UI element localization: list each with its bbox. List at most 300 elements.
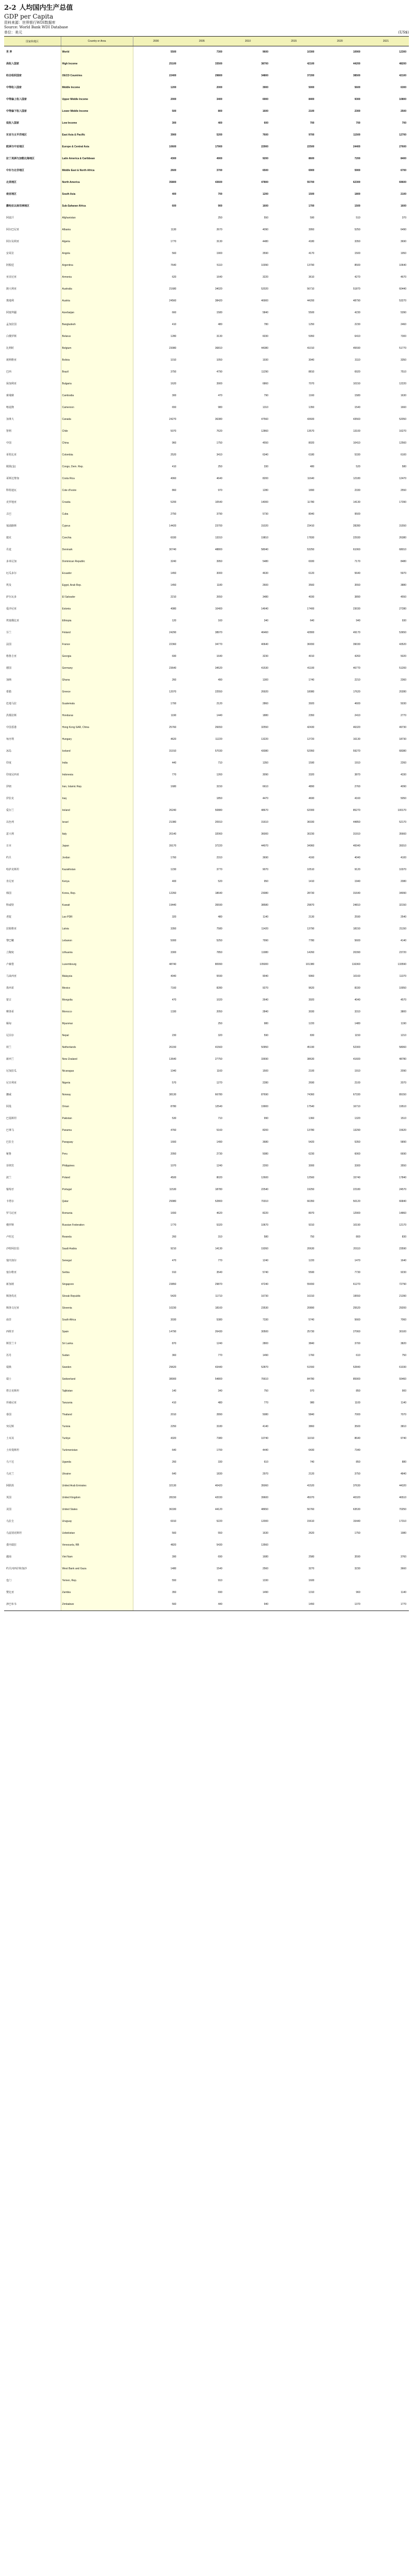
gdp-value: 6910 [133, 1516, 179, 1528]
gdp-value [133, 793, 179, 805]
gdp-value: 3590 [317, 1551, 363, 1563]
gdp-value: 1640 [179, 651, 225, 663]
country-name-zh: 乌克兰 [4, 1468, 61, 1480]
table-row [4, 627, 409, 639]
gdp-value: 2000 [133, 94, 179, 106]
table-row [4, 888, 409, 900]
gdp-value: 8500 [317, 260, 363, 272]
gdp-value: 23410 [271, 520, 317, 532]
gdp-value: 1250 [271, 319, 317, 331]
gdp-value: 26650 [179, 722, 225, 734]
country-name-en: Congo, Dem. Rep. [61, 461, 133, 473]
country-name-zh: 高收入国家 [4, 58, 61, 70]
country-name-en: Ghana [61, 674, 133, 686]
country-name-zh: 萨尔瓦多 [4, 591, 61, 603]
table-row [4, 177, 409, 189]
gdp-value: 8600 [271, 153, 317, 165]
table-row [4, 757, 409, 769]
gdp-value: 85900 [317, 1374, 363, 1385]
gdp-value: 6100 [363, 449, 409, 461]
gdp-value: 31020 [225, 520, 271, 532]
gdp-value: 12720 [271, 734, 317, 745]
gdp-value: 70250 [363, 1504, 409, 1516]
country-name-zh: 经合组织国家 [4, 70, 61, 82]
table-row [4, 1172, 409, 1184]
country-name-zh: 老挝 [4, 911, 61, 923]
gdp-value: 32130 [133, 1480, 179, 1492]
country-name-zh: 坦桑尼亚 [4, 1397, 61, 1409]
gdp-value [271, 1539, 317, 1551]
country-name-zh: 西班牙 [4, 1326, 61, 1338]
country-name-en: East Asia & Pacific [61, 129, 133, 141]
country-name-en: Ecuador [61, 568, 133, 580]
gdp-value: 260 [133, 1231, 179, 1243]
gdp-value: 2050 [179, 1006, 225, 1018]
table-row [4, 58, 409, 70]
country-name-zh: 冰岛 [4, 745, 61, 757]
gdp-value: 7200 [317, 153, 363, 165]
gdp-value: 3900 [179, 378, 225, 390]
country-name-en: Nepal [61, 1030, 133, 1042]
country-name-en: Lithuania [61, 947, 133, 959]
table-row [4, 1409, 409, 1421]
country-name-zh: 世 界 [4, 46, 61, 59]
gdp-value: 63530 [317, 1504, 363, 1516]
table-row [4, 1279, 409, 1291]
gdp-value: 1480 [133, 1563, 179, 1575]
country-name-en: Sub-Saharan Africa [61, 200, 133, 212]
gdp-value: 5000 [133, 935, 179, 947]
country-name-zh: 波兰 [4, 1172, 61, 1184]
gdp-value: 36330 [133, 1504, 179, 1516]
gdp-value: 24560 [133, 295, 179, 307]
gdp-value: 3090 [225, 769, 271, 781]
gdp-value: 3410 [179, 449, 225, 461]
gdp-value: 3220 [225, 272, 271, 283]
gdp-value: 1480 [317, 1018, 363, 1030]
gdp-value: 350 [133, 1587, 179, 1599]
gdp-value: 37630 [317, 1480, 363, 1492]
table-row [4, 769, 409, 781]
gdp-value: 35060 [225, 1480, 271, 1492]
country-name-en: Kenya [61, 876, 133, 888]
gdp-value: 21150 [363, 923, 409, 935]
gdp-value: 5070 [133, 426, 179, 437]
gdp-value: 1980 [363, 1528, 409, 1539]
gdp-value: 1770 [363, 1599, 409, 1611]
gdp-value: 4500 [133, 1172, 179, 1184]
country-name-en: Peru [61, 1148, 133, 1160]
gdp-value: 1200 [133, 82, 179, 94]
gdp-value: 250 [179, 212, 225, 224]
gdp-value: 1350 [225, 757, 271, 769]
gdp-value: 1600 [363, 200, 409, 212]
gdp-value: 5350 [317, 1137, 363, 1148]
gdp-value: 21680 [133, 283, 179, 295]
gdp-value: 66840 [363, 1196, 409, 1208]
country-name-zh: 约旦河西岸和加沙 [4, 1563, 61, 1575]
gdp-value: 550 [225, 212, 271, 224]
table-row [4, 591, 409, 603]
gdp-value: 480 [179, 1397, 225, 1409]
table-number: 2-2 [4, 4, 16, 12]
gdp-value: 36380 [179, 414, 225, 426]
gdp-value: 23700 [179, 520, 225, 532]
gdp-value: 1500 [225, 1065, 271, 1077]
gdp-value: 55700 [271, 177, 317, 189]
gdp-value: 5950 [271, 331, 317, 343]
gdp-value: 4040 [133, 971, 179, 982]
gdp-value: 42430 [271, 722, 317, 734]
gdp-value: 1770 [133, 1219, 179, 1231]
table-row [4, 1421, 409, 1433]
gdp-value: 27600 [363, 141, 409, 153]
country-name-zh: 斯洛伐克 [4, 1291, 61, 1302]
gdp-value: 56710 [271, 283, 317, 295]
country-name-zh: 中国 [4, 437, 61, 449]
country-name-zh: 荷兰 [4, 1042, 61, 1054]
country-name-zh: 撒哈拉以南非洲地区 [4, 200, 61, 212]
gdp-value: 8480 [363, 556, 409, 568]
gdp-value: 49170 [317, 627, 363, 639]
country-name-en: South Africa [61, 1314, 133, 1326]
country-name-zh: 韩国 [4, 888, 61, 900]
gdp-value: 53250 [271, 544, 317, 556]
gdp-value: 870 [133, 1338, 179, 1350]
gdp-value: 4100 [363, 852, 409, 864]
gdp-value: 2330 [317, 485, 363, 497]
gdp-value: 48780 [363, 1054, 409, 1065]
gdp-value: 8330 [317, 982, 363, 994]
gdp-value: 5000 [271, 82, 317, 94]
gdp-value: 4040 [317, 852, 363, 864]
gdp-value: 2350 [271, 710, 317, 722]
gdp-value: 13640 [133, 1054, 179, 1065]
gdp-value: 960 [133, 437, 179, 449]
gdp-value: 7160 [133, 982, 179, 994]
table-row [4, 1208, 409, 1219]
gdp-value: 5020 [363, 651, 409, 663]
gdp-value [317, 1575, 363, 1587]
gdp-value: 49730 [363, 722, 409, 734]
gdp-value: 4760 [133, 1125, 179, 1137]
gdp-value: 28280 [317, 520, 363, 532]
gdp-value: 10670 [225, 1219, 271, 1231]
gdp-value: 700 [363, 117, 409, 129]
gdp-value: 490 [179, 674, 225, 686]
country-name-en: Latvia [61, 923, 133, 935]
gdp-value: 16270 [363, 426, 409, 437]
gdp-value: 17400 [271, 603, 317, 615]
gdp-value: 1750 [317, 1528, 363, 1539]
gdp-value: 1590 [271, 757, 317, 769]
country-name-zh: 尼日利亚 [4, 1077, 61, 1089]
gdp-value: 750 [225, 1385, 271, 1397]
gdp-value: 400 [133, 876, 179, 888]
gdp-value: 1510 [363, 1113, 409, 1125]
country-name-en: Zambia [61, 1587, 133, 1599]
country-name-en: Slovak Republic [61, 1291, 133, 1302]
country-name-en: Canada [61, 414, 133, 426]
gdp-value: 25730 [271, 1326, 317, 1338]
gdp-value: 1490 [225, 1350, 271, 1362]
gdp-value: 23720 [363, 947, 409, 959]
country-name-en: Denmark [61, 544, 133, 556]
gdp-value: 61060 [317, 544, 363, 556]
gdp-value: 7340 [317, 1445, 363, 1456]
gdp-value: 59270 [317, 745, 363, 757]
gdp-value: 12260 [133, 888, 179, 900]
country-name-zh: 科特迪瓦 [4, 485, 61, 497]
gdp-value: 1580 [317, 390, 363, 402]
country-name-zh: 罗马尼亚 [4, 1208, 61, 1219]
gdp-value: 300 [133, 390, 179, 402]
gdp-value: 1270 [179, 1077, 225, 1089]
country-name-en: Hungary [61, 734, 133, 745]
gdp-value: 1310 [271, 1587, 317, 1599]
country-name-zh: 意大利 [4, 828, 61, 840]
gdp-value: 31640 [317, 888, 363, 900]
gdp-value: 4090 [225, 224, 271, 236]
table-row [4, 1326, 409, 1338]
country-name-zh: 爱尔兰 [4, 805, 61, 817]
table-row [4, 473, 409, 485]
gdp-value: 2600 [225, 580, 271, 591]
country-name-en: Georgia [61, 651, 133, 663]
gdp-value: 12300 [363, 46, 409, 59]
table-row [4, 1113, 409, 1125]
gdp-value: 1220 [271, 1018, 317, 1030]
gdp-value: 48740 [133, 959, 179, 971]
gdp-value: 1540 [317, 402, 363, 414]
country-name-zh: 卡塔尔 [4, 1196, 61, 1208]
country-name-zh: 中东与北非地区 [4, 165, 61, 177]
gdp-value: 14000 [225, 497, 271, 509]
table-row [4, 449, 409, 461]
gdp-value: 2250 [133, 1421, 179, 1433]
gdp-value: 690 [179, 1587, 225, 1599]
table-row [4, 1089, 409, 1101]
unit-label: 单位：美元 [4, 30, 22, 35]
gdp-value: 13570 [271, 426, 317, 437]
country-name-en: Cambodia [61, 390, 133, 402]
country-name-en: Germany [61, 663, 133, 674]
gdp-value: 9960 [271, 971, 317, 982]
country-name-zh: 印度 [4, 757, 61, 769]
gdp-value: 17620 [317, 686, 363, 698]
gdp-value: 10160 [317, 971, 363, 982]
country-name-en: Tanzania [61, 1397, 133, 1409]
table-row [4, 1445, 409, 1456]
table-row [4, 414, 409, 426]
table-title [4, 4, 409, 12]
country-name-en: Romania [61, 1208, 133, 1219]
gdp-value: 4620 [133, 734, 179, 745]
gdp-value: 7850 [179, 947, 225, 959]
country-name-en: Egypt, Arab Rep. [61, 580, 133, 591]
gdp-value: 2600 [133, 165, 179, 177]
gdp-value: 980 [271, 1397, 317, 1409]
gdp-value: 2620 [271, 1528, 317, 1539]
gdp-value: 66780 [179, 1089, 225, 1101]
gdp-value: 2100 [363, 189, 409, 200]
gdp-value: 11780 [271, 497, 317, 509]
country-name-en: Russian Federation [61, 1219, 133, 1231]
gdp-value: 2760 [317, 781, 363, 793]
gdp-value: 12540 [179, 1101, 225, 1113]
gdp-value: 7620 [179, 426, 225, 437]
table-row [4, 212, 409, 224]
gdp-value: 3030 [133, 1314, 179, 1326]
country-name-en: Italy [61, 828, 133, 840]
gdp-value: 15440 [317, 1516, 363, 1528]
gdp-value: 87690 [225, 1089, 271, 1101]
table-row [4, 224, 409, 236]
gdp-value: 30500 [225, 1326, 271, 1338]
gdp-value: 3350 [317, 236, 363, 248]
country-name-zh: 法国 [4, 639, 61, 651]
table-row [4, 1539, 409, 1551]
gdp-value: 3300 [133, 947, 179, 959]
gdp-value: 330 [179, 1456, 225, 1468]
gdp-value: 28150 [133, 1492, 179, 1504]
country-name-en: Bangladesh [61, 319, 133, 331]
table-row [4, 200, 409, 212]
gdp-value: 6180 [271, 449, 317, 461]
country-name-en: Viet Nam [61, 1551, 133, 1563]
gdp-value: 940 [225, 1599, 271, 1611]
gdp-value: 1070 [133, 1160, 179, 1172]
gdp-value: 12560 [271, 1172, 317, 1184]
gdp-value: 440 [179, 1599, 225, 1611]
gdp-value: 6860 [225, 378, 271, 390]
gdp-value: 710 [179, 757, 225, 769]
gdp-value: 14260 [271, 947, 317, 959]
gdp-value: 2770 [363, 710, 409, 722]
gdp-value: 7780 [271, 935, 317, 947]
gdp-value: 1200 [225, 189, 271, 200]
gdp-value: 5840 [225, 307, 271, 319]
country-name-en: Brazil [61, 366, 133, 378]
gdp-value: 25100 [133, 58, 179, 70]
table-row [4, 971, 409, 982]
gdp-value: 3540 [179, 1267, 225, 1279]
gdp-value: 2690 [271, 1077, 317, 1089]
table-row [4, 959, 409, 971]
gdp-value: 2590 [317, 911, 363, 923]
gdp-value: 38500 [317, 70, 363, 82]
gdp-value: 24400 [317, 141, 363, 153]
gdp-value: 57030 [179, 745, 225, 757]
country-name-zh: 津巴布韦 [4, 1599, 61, 1611]
gdp-value: 2890 [179, 1409, 225, 1421]
gdp-value: 1680 [225, 1551, 271, 1563]
gdp-value: 12180 [317, 473, 363, 485]
gdp-value: 1500 [271, 189, 317, 200]
gdp-value: 18150 [317, 923, 363, 935]
gdp-value: 2070 [363, 1077, 409, 1089]
gdp-value: 3680 [225, 1137, 271, 1148]
gdp-value: 23590 [363, 1243, 409, 1255]
gdp-value: 17540 [271, 1101, 317, 1113]
country-name-zh: 以色列 [4, 817, 61, 828]
gdp-value: 390 [133, 1551, 179, 1563]
table-row [4, 343, 409, 354]
gdp-value: 13780 [271, 1125, 317, 1137]
gdp-value: 53650 [363, 627, 409, 639]
country-name-en: Guatemala [61, 698, 133, 710]
country-name-zh: 刚果(金) [4, 461, 61, 473]
gdp-value: 7990 [225, 935, 271, 947]
country-name-zh: 智利 [4, 426, 61, 437]
gdp-value: 4040 [317, 994, 363, 1006]
country-name-zh: 伊朗 [4, 781, 61, 793]
country-name-zh: 危地马拉 [4, 698, 61, 710]
gdp-value: 400 [133, 189, 179, 200]
gdp-value: 5890 [363, 1137, 409, 1148]
gdp-value: 9070 [225, 864, 271, 876]
gdp-value: 23080 [225, 888, 271, 900]
country-name-zh: 阿尔及利亚 [4, 236, 61, 248]
country-name-zh: 芬兰 [4, 627, 61, 639]
gdp-value: 4260 [317, 651, 363, 663]
table-row [4, 1065, 409, 1077]
gdp-value: 8280 [179, 982, 225, 994]
gdp-value: 43520 [363, 639, 409, 651]
gdp-value: 11420 [225, 923, 271, 935]
country-name-en: Afghanistan [61, 212, 133, 224]
gdp-value: 6060 [317, 1148, 363, 1160]
gdp-value: 1350 [271, 402, 317, 414]
gdp-value: 470 [133, 994, 179, 1006]
country-name-zh: 爱沙尼亚 [4, 603, 61, 615]
country-name-zh: 塔吉克斯坦 [4, 1385, 61, 1397]
gdp-value: 68010 [363, 544, 409, 556]
gdp-value: 3550 [363, 1160, 409, 1172]
gdp-value: 3150 [179, 781, 225, 793]
gdp-value: 2500 [363, 106, 409, 117]
gdp-value: 3920 [271, 994, 317, 1006]
gdp-value: 6900 [225, 94, 271, 106]
gdp-value: 5080 [225, 1409, 271, 1421]
country-name-zh: 巴西 [4, 366, 61, 378]
gdp-value: 740 [271, 1456, 317, 1468]
gdp-value: 4840 [363, 1468, 409, 1480]
gdp-value: 2210 [317, 674, 363, 686]
gdp-value: 2460 [363, 319, 409, 331]
gdp-value: 2640 [225, 994, 271, 1006]
country-name-zh: 塞尔维亚 [4, 1267, 61, 1279]
country-name-zh: 乌拉圭 [4, 1516, 61, 1528]
country-name-zh: 立陶宛 [4, 947, 61, 959]
gdp-value: 830 [271, 1030, 317, 1042]
gdp-value: 61030 [363, 1362, 409, 1374]
country-name-en: Low Income [61, 117, 133, 129]
country-name-zh: 挪威 [4, 1089, 61, 1101]
country-name-zh: 委内瑞拉 [4, 1539, 61, 1551]
gdp-value: 55650 [271, 1279, 317, 1291]
country-name-en: Cuba [61, 509, 133, 520]
gdp-value: 47800 [225, 177, 271, 189]
country-name-en: El Salvador [61, 591, 133, 603]
country-name-zh: 古巴 [4, 509, 61, 520]
country-name-zh: 奥地利 [4, 295, 61, 307]
country-name-zh: 秘鲁 [4, 1148, 61, 1160]
gdp-value: 17840 [363, 1172, 409, 1184]
gdp-value: 9700 [271, 129, 317, 141]
gdp-value: 1210 [363, 1030, 409, 1042]
gdp-value: 5600 [317, 935, 363, 947]
